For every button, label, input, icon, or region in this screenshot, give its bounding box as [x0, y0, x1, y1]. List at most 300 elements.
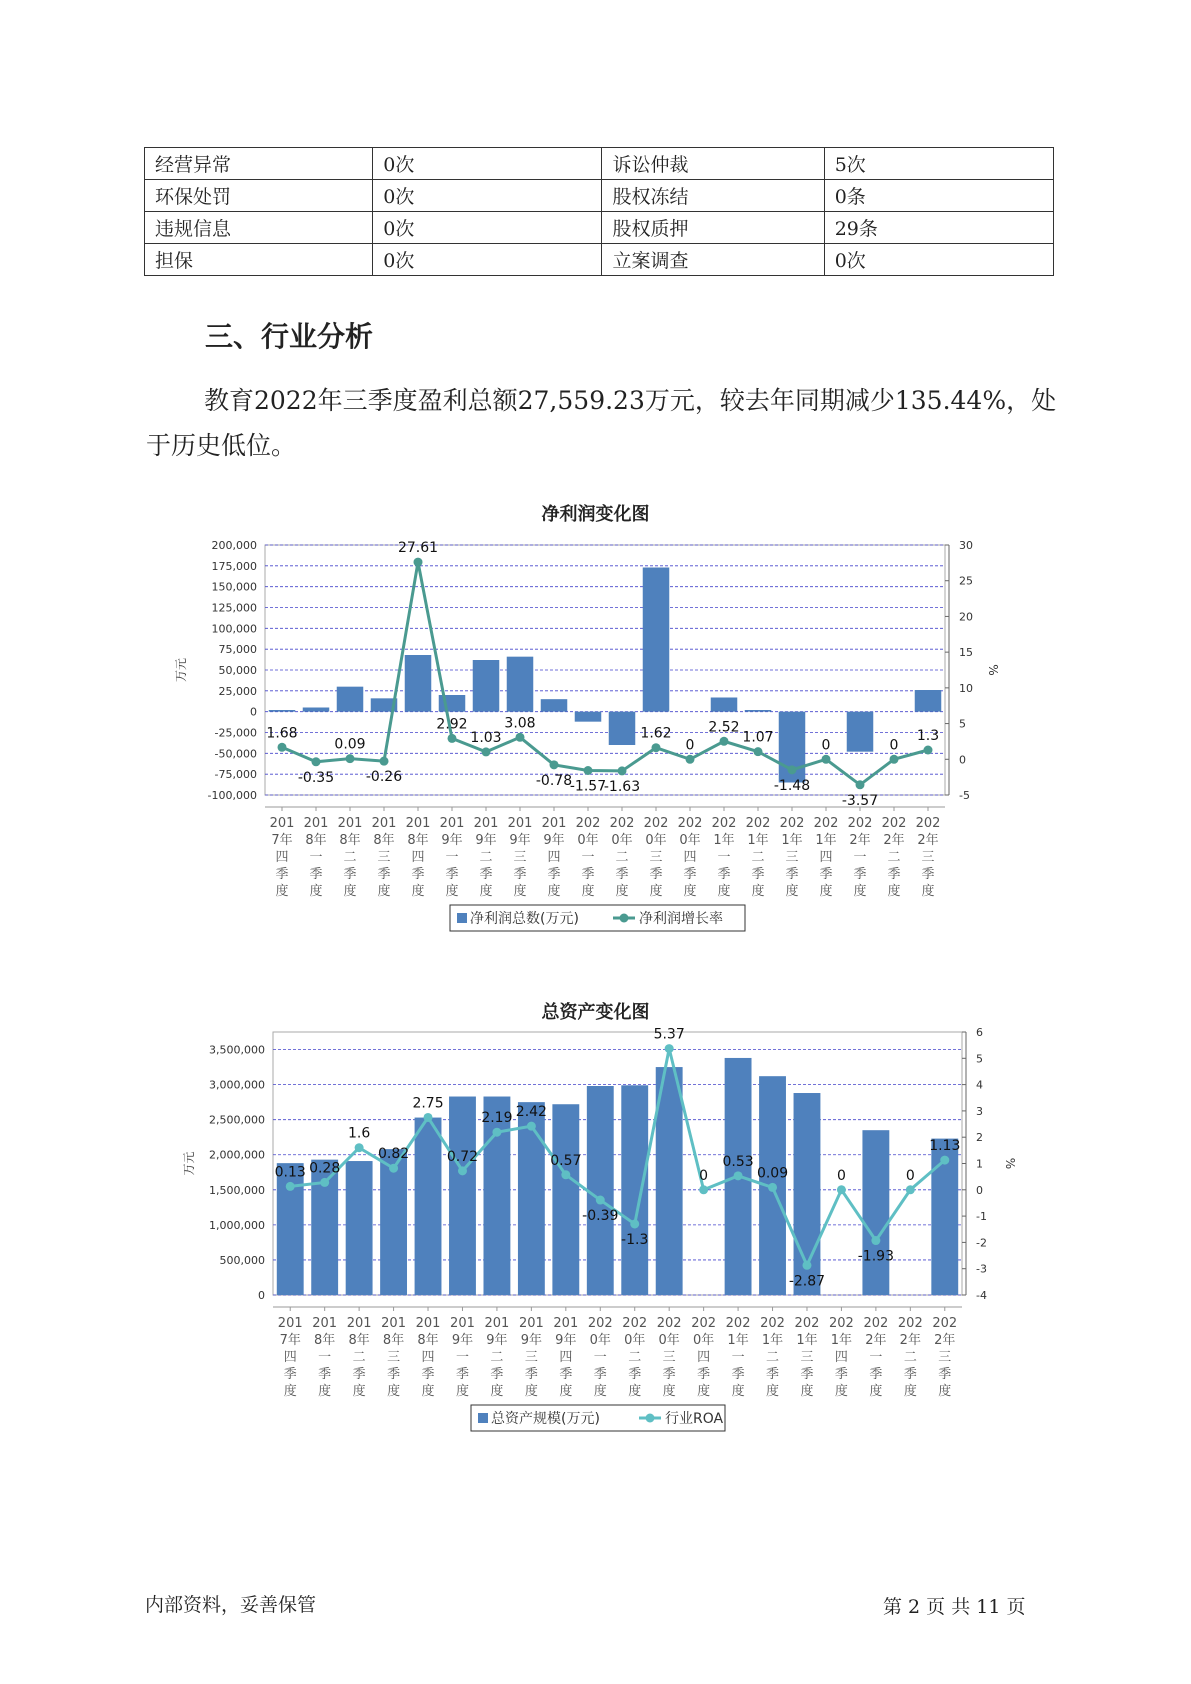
x-tick-label: 9年 — [509, 833, 531, 848]
x-tick-label: 季 — [869, 1367, 883, 1382]
data-label: -1.63 — [603, 778, 641, 795]
x-tick-label: 202 — [677, 816, 703, 831]
data-label: 0.09 — [334, 736, 366, 753]
x-tick-label: 季 — [593, 1367, 607, 1382]
x-tick-label: 201 — [553, 1316, 579, 1331]
data-label: 1.3 — [916, 728, 940, 744]
y-tick-label: 3,000,000 — [209, 1078, 265, 1092]
x-tick-label: 四 — [275, 850, 289, 865]
y2-tick-label: 10 — [959, 681, 973, 695]
x-tick-label: 度 — [421, 1384, 435, 1399]
data-label: 0 — [905, 1167, 915, 1184]
x-tick-label: 度 — [593, 1384, 607, 1399]
x-tick-label: 0年 — [692, 1333, 715, 1348]
table-row — [145, 148, 1054, 180]
data-label: 3.08 — [504, 715, 536, 732]
x-tick-label: 8年 — [417, 1333, 439, 1348]
x-tick-label: 度 — [819, 884, 833, 899]
x-tick-label: 度 — [524, 1384, 538, 1399]
x-tick-label: 201 — [303, 816, 329, 831]
x-tick-label: 1年 — [713, 833, 735, 848]
y-tick-label: -75,000 — [214, 768, 257, 782]
y2-tick-label: 25 — [959, 574, 973, 588]
total-assets-chart — [0, 1025, 1191, 1475]
x-tick-label: 度 — [387, 1384, 401, 1399]
x-tick-label: 三 — [377, 850, 391, 865]
x-tick-label: 度 — [921, 884, 935, 899]
y-tick-label: 1,500,000 — [209, 1183, 265, 1197]
line-point — [630, 1219, 639, 1228]
y2-tick-label: 15 — [959, 646, 973, 660]
data-label: 0.82 — [377, 1146, 410, 1163]
data-label: -0.26 — [365, 769, 403, 786]
x-tick-label: 季 — [581, 867, 595, 882]
line-point — [448, 734, 457, 743]
line-point — [837, 1185, 846, 1194]
x-tick-label: 一 — [309, 850, 323, 865]
y2-tick-label: 1 — [976, 1157, 983, 1171]
y-tick-label: -25,000 — [214, 726, 257, 740]
x-tick-label: 9年 — [451, 1333, 474, 1348]
x-tick-label: 季 — [938, 1367, 952, 1382]
line-point — [686, 755, 695, 764]
x-tick-label: 二 — [903, 1350, 917, 1365]
y2-tick-label: -2 — [976, 1236, 987, 1250]
y-tick-label: 0 — [250, 705, 257, 719]
x-tick-label: 0年 — [611, 833, 633, 848]
y-tick-label: 125,000 — [211, 601, 257, 615]
x-tick-label: 202 — [829, 1316, 854, 1331]
x-tick-label: 1年 — [830, 1333, 853, 1348]
y2-tick-label: -1 — [976, 1210, 987, 1224]
x-tick-label: 季 — [275, 867, 289, 882]
data-label: 1.07 — [742, 729, 774, 746]
data-label: 2.52 — [708, 719, 740, 736]
x-tick-label: 季 — [785, 867, 799, 882]
y-axis-label: 万元 — [182, 1151, 196, 1176]
x-tick-label: 季 — [628, 1367, 642, 1382]
x-tick-label: 202 — [813, 816, 839, 831]
x-tick-label: 2年 — [899, 1333, 921, 1348]
x-tick-label: 度 — [309, 884, 323, 899]
x-tick-label: 三 — [387, 1350, 401, 1365]
table-cell: 担保 — [145, 244, 373, 276]
x-tick-label: 二 — [766, 1350, 780, 1365]
data-label: -3.57 — [841, 792, 879, 809]
bar — [643, 568, 670, 712]
y-tick-label: -50,000 — [214, 747, 257, 761]
x-tick-label: 季 — [887, 867, 901, 882]
y2-tick-label: -4 — [976, 1289, 987, 1302]
x-tick-label: 季 — [662, 1367, 676, 1382]
line-point — [665, 1044, 674, 1053]
line-point — [492, 1128, 501, 1137]
x-tick-label: 201 — [269, 816, 295, 831]
x-tick-label: 四 — [547, 850, 561, 865]
x-tick-label: 三 — [649, 850, 663, 865]
footer-note: 内部资料，妥善保管 — [145, 1594, 317, 1616]
x-tick-label: 度 — [479, 884, 493, 899]
x-tick-label: 季 — [766, 1367, 780, 1382]
line-point — [788, 765, 797, 774]
x-tick-label: 二 — [887, 850, 901, 865]
x-tick-label: 度 — [318, 1384, 332, 1399]
y2-axis-label: % — [1003, 1157, 1017, 1170]
data-label: -1.3 — [621, 1231, 649, 1248]
data-label: 1.68 — [266, 725, 298, 742]
x-tick-label: 1年 — [815, 833, 837, 848]
x-tick-label: 1年 — [727, 1333, 749, 1348]
table-row — [145, 180, 1054, 212]
x-tick-label: 202 — [915, 816, 941, 831]
bar — [473, 660, 500, 712]
x-tick-label: 7年 — [279, 1333, 301, 1348]
x-tick-label: 一 — [593, 1350, 607, 1365]
x-tick-label: 8年 — [339, 833, 361, 848]
x-tick-label: 三 — [800, 1350, 814, 1365]
bar — [745, 710, 772, 712]
bar — [405, 655, 432, 712]
table-cell: 环保处罚 — [145, 180, 373, 212]
x-tick-label: 三 — [921, 850, 935, 865]
x-tick-label: 季 — [411, 867, 425, 882]
data-label: 0.13 — [274, 1164, 306, 1181]
x-tick-label: 202 — [725, 1316, 751, 1331]
x-tick-label: 度 — [834, 1384, 848, 1399]
x-tick-label: 度 — [377, 884, 391, 899]
table-cell: 0条 — [824, 180, 1053, 212]
y-tick-label: 150,000 — [211, 580, 257, 594]
x-tick-label: 0年 — [679, 833, 701, 848]
x-tick-label: 202 — [656, 1316, 682, 1331]
bar — [337, 687, 364, 712]
legend-bar-swatch — [478, 1413, 488, 1423]
x-tick-label: 度 — [547, 884, 561, 899]
x-tick-label: 202 — [691, 1316, 717, 1331]
x-tick-label: 202 — [622, 1316, 648, 1331]
x-tick-label: 一 — [318, 1350, 332, 1365]
legend-line-marker — [620, 914, 629, 923]
x-tick-label: 201 — [518, 1316, 544, 1331]
data-label: 5.37 — [653, 1026, 685, 1043]
bar — [515, 1102, 547, 1295]
x-tick-label: 0年 — [589, 1333, 611, 1348]
x-tick-label: 度 — [662, 1384, 676, 1399]
x-tick-label: 季 — [479, 867, 493, 882]
chart1-title: 净利润变化图 — [541, 504, 650, 525]
x-tick-label: 度 — [751, 884, 765, 899]
y-tick-label: -100,000 — [207, 789, 257, 802]
x-tick-label: 度 — [445, 884, 459, 899]
x-tick-label: 一 — [581, 850, 595, 865]
data-label: 1.13 — [929, 1138, 961, 1155]
x-tick-label: 度 — [887, 884, 901, 899]
y-tick-label: 50,000 — [218, 664, 257, 677]
bar — [711, 698, 738, 712]
section-title: 三、行业分析 — [205, 320, 374, 353]
x-tick-label: 0年 — [645, 833, 667, 848]
x-tick-label: 四 — [283, 1350, 297, 1365]
x-tick-label: 202 — [575, 816, 601, 831]
table-row — [145, 212, 1054, 244]
line-point — [320, 1178, 329, 1187]
line-point — [940, 1156, 949, 1165]
line-point — [734, 1171, 743, 1180]
bar — [550, 1104, 582, 1295]
line-point — [355, 1143, 364, 1152]
x-tick-label: 2年 — [917, 833, 939, 848]
x-tick-label: 二 — [352, 1350, 366, 1365]
table-cell: 诉讼仲裁 — [602, 148, 824, 180]
line-point — [550, 760, 559, 769]
line-point — [720, 737, 729, 746]
x-tick-label: 8年 — [373, 833, 395, 848]
line-point — [312, 757, 321, 766]
y2-axis-label: % — [986, 664, 1000, 676]
x-tick-label: 201 — [473, 816, 499, 831]
x-tick-label: 2年 — [865, 1333, 887, 1348]
line-point — [424, 1113, 433, 1122]
x-tick-label: 度 — [683, 884, 697, 899]
x-tick-label: 202 — [711, 816, 737, 831]
x-tick-label: 二 — [479, 850, 493, 865]
bar — [847, 712, 874, 752]
data-label: 27.61 — [397, 540, 439, 557]
x-tick-label: 季 — [834, 1367, 848, 1382]
x-tick-label: 0年 — [624, 1333, 646, 1348]
y2-tick-label: -5 — [959, 789, 970, 802]
x-tick-label: 201 — [346, 1316, 372, 1331]
x-tick-label: 202 — [745, 816, 771, 831]
line-point — [754, 747, 763, 756]
x-tick-label: 三 — [662, 1350, 676, 1365]
data-label: 0.72 — [446, 1148, 479, 1165]
line-point — [278, 743, 287, 752]
line-point — [346, 754, 355, 763]
line-point — [561, 1170, 570, 1179]
table-cell: 0次 — [373, 180, 602, 212]
y-tick-label: 100,000 — [211, 622, 257, 636]
x-tick-label: 202 — [760, 1316, 785, 1331]
x-tick-label: 度 — [766, 1384, 780, 1399]
line-point — [924, 746, 933, 755]
page-number: 第 2 页 共 11 页 — [883, 1596, 1026, 1618]
x-tick-label: 一 — [731, 1350, 745, 1365]
y-tick-label: 75,000 — [218, 643, 257, 657]
bar — [587, 1086, 614, 1295]
line-point — [584, 766, 593, 775]
line-point — [822, 755, 831, 764]
x-tick-label: 季 — [513, 867, 527, 882]
x-tick-label: 季 — [697, 1367, 711, 1382]
x-tick-label: 度 — [283, 1384, 297, 1399]
x-tick-label: 四 — [697, 1350, 711, 1365]
x-tick-label: 季 — [853, 867, 867, 882]
x-tick-label: 2年 — [934, 1333, 956, 1348]
y2-tick-label: 0 — [959, 753, 966, 767]
x-tick-label: 度 — [615, 884, 629, 899]
legend-line-marker — [646, 1414, 655, 1423]
x-tick-label: 8年 — [305, 833, 327, 848]
data-label: 0 — [836, 1167, 846, 1184]
data-label: -2.87 — [788, 1273, 826, 1290]
x-tick-label: 四 — [683, 850, 697, 865]
x-tick-label: 二 — [628, 1350, 642, 1365]
x-tick-label: 一 — [455, 1350, 469, 1365]
x-tick-label: 度 — [490, 1384, 504, 1399]
x-tick-label: 9年 — [475, 833, 497, 848]
y-tick-label: 3,500,000 — [209, 1043, 265, 1057]
x-tick-label: 201 — [450, 1316, 475, 1331]
data-label: 0 — [889, 737, 899, 754]
bar — [609, 712, 636, 745]
table-cell: 0次 — [373, 244, 602, 276]
x-tick-label: 0年 — [577, 833, 599, 848]
x-tick-label: 四 — [559, 1350, 573, 1365]
bar — [415, 1118, 442, 1295]
data-label: -0.39 — [582, 1208, 619, 1225]
x-tick-label: 202 — [587, 1316, 613, 1331]
x-tick-label: 二 — [343, 850, 357, 865]
x-tick-label: 季 — [819, 867, 833, 882]
x-tick-label: 2年 — [883, 833, 905, 848]
x-tick-label: 三 — [524, 1350, 538, 1365]
data-label: -0.35 — [297, 769, 335, 786]
bar — [346, 1161, 373, 1295]
x-tick-label: 度 — [731, 1384, 745, 1399]
y-tick-label: 1,000,000 — [209, 1218, 265, 1232]
line-point — [414, 558, 423, 567]
x-tick-label: 季 — [731, 1367, 745, 1382]
x-tick-label: 2年 — [849, 833, 871, 848]
x-tick-label: 202 — [932, 1316, 958, 1331]
data-label: 1.6 — [347, 1125, 371, 1142]
bar — [915, 690, 942, 712]
x-tick-label: 二 — [615, 850, 629, 865]
x-tick-label: 度 — [628, 1384, 642, 1399]
x-tick-label: 度 — [938, 1384, 952, 1399]
x-tick-label: 季 — [751, 867, 765, 882]
legend-bar-swatch — [457, 913, 467, 923]
y-tick-label: 200,000 — [211, 539, 257, 552]
table-cell: 立案调查 — [602, 244, 824, 276]
x-tick-label: 7年 — [271, 833, 293, 848]
x-tick-label: 8年 — [407, 833, 429, 848]
y2-tick-label: 5 — [959, 717, 966, 731]
x-tick-label: 四 — [819, 850, 833, 865]
data-label: 0.57 — [550, 1152, 582, 1169]
x-tick-label: 9年 — [543, 833, 565, 848]
x-tick-label: 季 — [615, 867, 629, 882]
x-tick-label: 季 — [800, 1367, 814, 1382]
bar — [541, 699, 568, 712]
x-tick-label: 1年 — [796, 1333, 818, 1348]
data-label: -1.48 — [773, 777, 811, 794]
y-tick-label: 25,000 — [218, 684, 257, 698]
line-point — [527, 1122, 536, 1131]
data-label: 2.42 — [515, 1104, 547, 1121]
bar — [269, 710, 296, 712]
x-tick-label: 度 — [853, 884, 867, 899]
x-tick-label: 8年 — [348, 1333, 370, 1348]
y2-tick-label: 6 — [976, 1026, 983, 1039]
x-tick-label: 季 — [490, 1367, 504, 1382]
table-cell: 经营异常 — [145, 148, 373, 180]
x-tick-label: 季 — [547, 867, 561, 882]
line-point — [652, 743, 661, 752]
y-tick-label: 175,000 — [211, 559, 257, 573]
y-tick-label: 500,000 — [219, 1253, 265, 1267]
x-tick-label: 201 — [415, 1316, 441, 1331]
line-point — [856, 780, 865, 789]
data-label: 2.19 — [481, 1110, 513, 1127]
line-point — [380, 757, 389, 766]
line-point — [906, 1185, 915, 1194]
bar — [621, 1085, 648, 1295]
legend-line-label: 行业ROA — [665, 1411, 724, 1427]
x-tick-label: 度 — [903, 1384, 917, 1399]
x-tick-label: 201 — [439, 816, 465, 831]
x-tick-label: 度 — [581, 884, 595, 899]
y2-tick-label: 2 — [976, 1131, 983, 1145]
y2-tick-label: 20 — [959, 610, 973, 624]
data-label: 2.75 — [412, 1095, 444, 1112]
x-tick-label: 季 — [343, 867, 357, 882]
x-tick-label: 201 — [277, 1316, 303, 1331]
x-tick-label: 季 — [524, 1367, 538, 1382]
x-tick-label: 一 — [445, 850, 459, 865]
data-label: 0 — [699, 1167, 709, 1184]
x-tick-label: 季 — [377, 867, 391, 882]
x-tick-label: 度 — [785, 884, 799, 899]
table-cell: 0次 — [824, 244, 1053, 276]
x-tick-label: 季 — [455, 1367, 469, 1382]
x-tick-label: 8年 — [382, 1333, 405, 1348]
x-tick-label: 季 — [445, 867, 459, 882]
x-tick-label: 季 — [283, 1367, 297, 1382]
table-cell: 5次 — [824, 148, 1053, 180]
x-tick-label: 度 — [275, 884, 289, 899]
legend-bar-label: 净利润总数(万元) — [470, 911, 579, 927]
line-point — [890, 755, 899, 764]
x-tick-label: 1年 — [747, 833, 769, 848]
y2-tick-label: 0 — [976, 1183, 983, 1197]
x-tick-label: 季 — [559, 1367, 573, 1382]
table-cell: 29条 — [824, 212, 1053, 244]
x-tick-label: 季 — [903, 1367, 917, 1382]
x-tick-label: 201 — [337, 816, 363, 831]
x-tick-label: 季 — [387, 1367, 401, 1382]
y-tick-label: 2,000,000 — [209, 1148, 265, 1162]
x-tick-label: 201 — [312, 1316, 338, 1331]
bar — [303, 708, 330, 712]
line-point — [871, 1236, 880, 1245]
data-label: 2.92 — [436, 716, 468, 733]
x-tick-label: 201 — [381, 1316, 406, 1331]
x-tick-label: 四 — [411, 850, 425, 865]
x-tick-label: 度 — [455, 1384, 469, 1399]
table-cell: 违规信息 — [145, 212, 373, 244]
x-tick-label: 三 — [513, 850, 527, 865]
chart2-title: 总资产变化图 — [541, 1002, 650, 1023]
data-label: 1.62 — [640, 725, 672, 742]
bar — [446, 1097, 479, 1295]
x-tick-label: 201 — [541, 816, 567, 831]
y-tick-label: 2,500,000 — [209, 1113, 265, 1127]
x-tick-label: 202 — [609, 816, 635, 831]
line-point — [516, 733, 525, 742]
line-point — [458, 1166, 467, 1175]
